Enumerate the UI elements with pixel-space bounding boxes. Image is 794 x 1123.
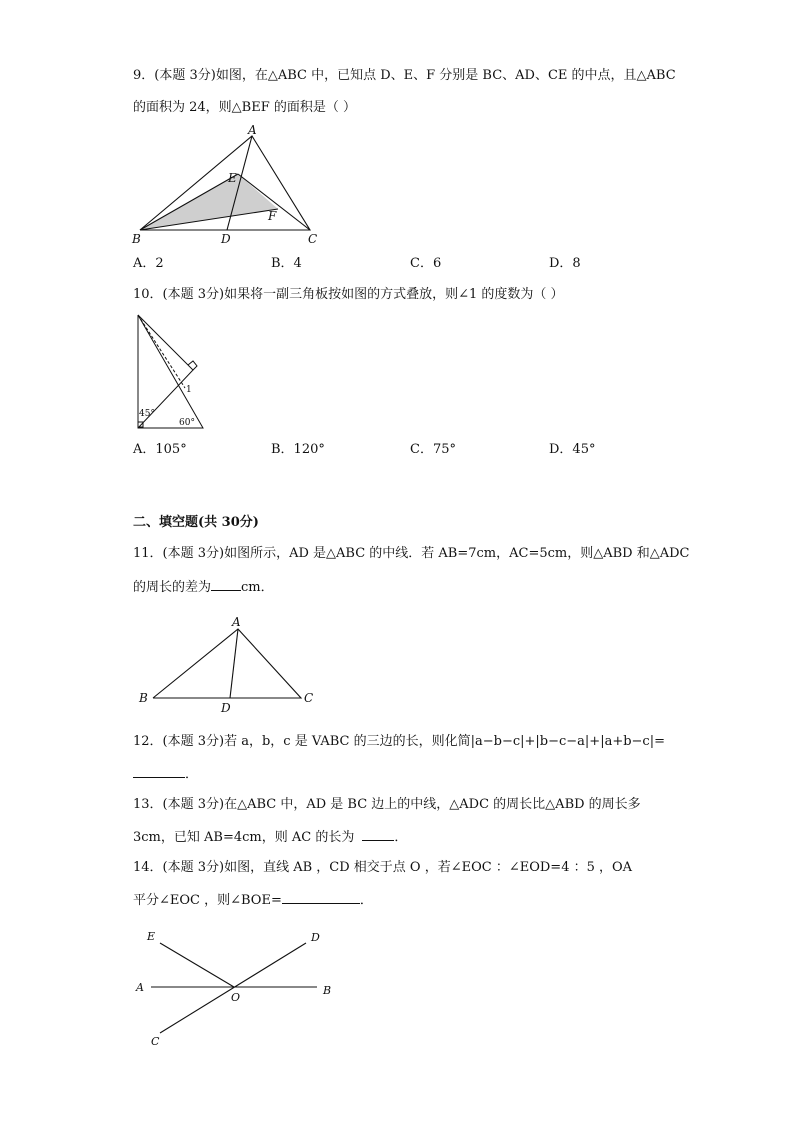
q10-text-line1: 10．(本题 3分)如果将一副三角板按如图的方式叠放，则∠1 的度数为（ ） <box>133 287 564 302</box>
q14-intersecting-lines-figure <box>130 925 345 1050</box>
q11-line2-suffix: cm． <box>241 580 274 595</box>
q9-choice-b[interactable]: B．4 <box>271 256 302 271</box>
q9-choice-a[interactable]: A．2 <box>133 256 164 271</box>
q13-line2-suffix: ． <box>394 830 408 845</box>
q14-label-a: A <box>136 981 144 994</box>
section2-heading: 二、填空题(共 30分) <box>133 515 259 530</box>
q14-line2-prefix: 平分∠EOC ，则∠BOE= <box>133 893 282 908</box>
q10-angle1-label: 1 <box>186 385 192 395</box>
q12-text-line1: 12．(本题 3分)若 a，b，c 是 VABC 的三边的长，则化简|a−b−c|+|b−c−a|+|a+b−c|= <box>133 734 665 749</box>
q14-text-line1: 14．(本题 3分)如图，直线 AB ，CD 相交于点 O ，若∠EOC ：∠EOD=4 ：5 ，OA <box>133 860 633 875</box>
q9-text-line2: 的面积为 24，则△BEF 的面积是（ ） <box>133 100 356 115</box>
q11-label-b: B <box>139 691 148 705</box>
q12-line2-suffix: ． <box>185 767 199 782</box>
q13-text-line2 <box>133 827 407 847</box>
q10-choice-c[interactable]: C．75° <box>410 442 456 457</box>
q14-label-c: C <box>151 1035 160 1048</box>
q11-answer-blank[interactable] <box>211 577 241 591</box>
q9-label-e: E <box>228 171 237 185</box>
q11-triangle-figure <box>135 612 325 717</box>
q11-text-line1: 11．(本题 3分)如图所示，AD 是△ABC 的中线．若 AB=7cm，AC=5cm，则△ABD 和△ADC <box>133 546 690 561</box>
q9-label-b: B <box>132 232 141 246</box>
q9-label-a: A <box>248 123 257 137</box>
q10-45deg-label: 45° <box>139 409 155 419</box>
q9-label-d: D <box>221 232 231 246</box>
q10-choice-b[interactable]: B．120° <box>271 442 325 457</box>
q10-set-squares-figure <box>130 308 210 433</box>
q14-text-line2 <box>133 890 373 910</box>
q13-text-line1: 13．(本题 3分)在△ABC 中，AD 是 BC 边上的中线，△ADC 的周长比△ABD 的周长多 <box>133 797 641 812</box>
q14-label-o: O <box>231 991 241 1004</box>
q9-label-c: C <box>308 232 318 246</box>
q11-label-d: D <box>221 701 231 715</box>
q14-label-e: E <box>147 930 156 943</box>
q11-label-c: C <box>304 691 314 705</box>
q10-choice-d[interactable]: D．45° <box>549 442 596 457</box>
q10-60deg-label: 60° <box>179 418 195 428</box>
q9-text-line1: 9．(本题 3分)如图，在△ABC 中，已知点 D、E、F 分别是 BC、AD、CE 的中点，且△ABC <box>133 68 676 83</box>
q13-answer-blank[interactable] <box>362 827 394 841</box>
q11-text-line2 <box>133 577 274 597</box>
q14-label-d: D <box>311 931 320 944</box>
q14-answer-blank[interactable] <box>282 890 360 904</box>
q9-triangle-figure <box>130 120 330 250</box>
q11-label-a: A <box>232 615 241 629</box>
q9-choice-d[interactable]: D．8 <box>549 256 581 271</box>
q14-label-b: B <box>323 984 332 997</box>
q10-choice-a[interactable]: A．105° <box>133 442 187 457</box>
q9-label-f: F <box>268 209 277 223</box>
q12-answer-blank[interactable] <box>133 764 185 778</box>
q13-line2-prefix: 3cm，已知 AB=4cm，则 AC 的长为 <box>133 830 355 845</box>
q12-text-line2 <box>133 764 198 784</box>
q11-line2-prefix: 的周长的差为 <box>133 580 212 595</box>
q9-choice-c[interactable]: C．6 <box>410 256 442 271</box>
q14-line2-suffix: ． <box>359 893 373 908</box>
